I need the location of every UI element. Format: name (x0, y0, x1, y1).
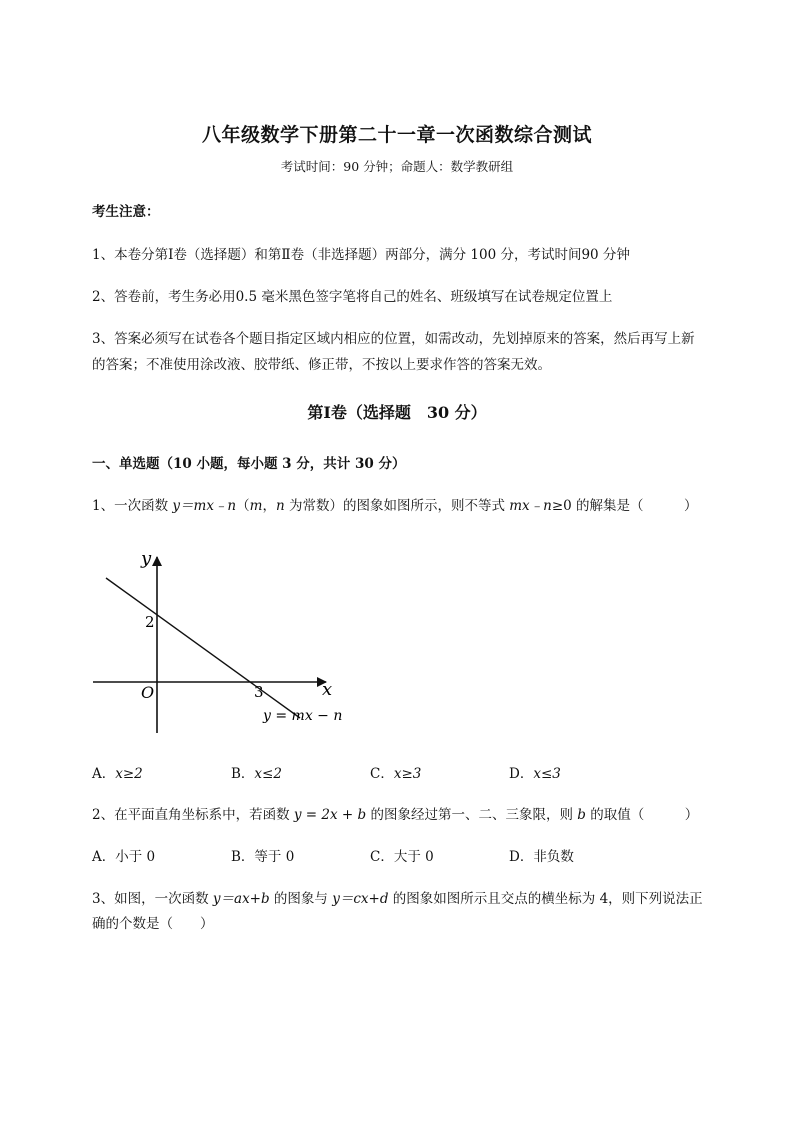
q1-text-3: ≥0 的解集是（ ） (551, 498, 698, 514)
notice-item-1: 1、本卷分第Ⅰ卷（选择题）和第Ⅱ卷（非选择题）两部分，满分 100 分，考试时间90 分钟 (92, 247, 630, 263)
q1-option-b-prefix: B． (231, 766, 255, 782)
page-title: 八年级数学下册第二十一章一次函数综合测试 (201, 124, 592, 146)
origin-label: O (141, 683, 155, 702)
q2-var-b: b (577, 807, 586, 823)
exam-info: 考试时间：90 分钟；命题人：数学教研组 (280, 159, 514, 174)
x-axis-label: x (322, 679, 333, 700)
q1-option-b[interactable] (231, 762, 282, 782)
q2-text-1: 的图象经过第一、二、三象限，则 (366, 807, 578, 823)
notice-item-2: 2、答卷前，考生务必用0.5 毫米黑色签字笔将自己的姓名、班级填写在试卷规定位置上 (92, 289, 613, 305)
q1-option-a[interactable] (92, 762, 143, 782)
q2-number: 2、在平面直角坐标系中，若函数 (92, 807, 294, 823)
q1-option-c-expr: x≥3 (393, 766, 422, 782)
q3-function-expr-1: y＝ax+b (212, 891, 270, 907)
q2-option-b[interactable]: B．等于 0 (231, 849, 295, 865)
q3-text-1: 的图象与 (269, 891, 333, 907)
notice-item-3-cont: 的答案；不准使用涂改液、胶带纸、修正带，不按以上要求作答的答案无效。 (92, 357, 551, 373)
notice-heading: 考生注意： (92, 204, 160, 220)
question-1-text (92, 494, 698, 514)
q1-option-d-expr: x≤3 (533, 766, 561, 782)
q2-function-expr: y = 2x + b (293, 807, 367, 823)
part-title: 第Ⅰ卷（选择题 30 分） (307, 403, 487, 422)
q1-option-d[interactable] (509, 762, 561, 782)
q1-option-c-prefix: C． (370, 766, 394, 782)
q3-number: 3、如图，一次函数 (92, 891, 213, 907)
question-3-text (92, 887, 703, 907)
q1-text-1: （ (236, 498, 250, 514)
q1-inequality-expr: mx﹣n (509, 498, 552, 514)
q1-option-d-prefix: D． (509, 766, 534, 782)
q1-var-n: n (275, 498, 285, 514)
q1-option-a-prefix: A． (92, 766, 116, 782)
q3-text-2: 的图象如图所示且交点的横坐标为 4，则下列说法正 (388, 891, 703, 907)
notice-item-3: 3、答案必须写在试卷各个题目指定区域内相应的位置，如需改动，先划掉原来的答案，然后再写上新 (92, 331, 695, 347)
q1-text-2: 为常数）的图象如图所示，则不等式 (284, 498, 510, 514)
question-2-text (92, 803, 698, 823)
q1-comma: ， (262, 498, 276, 514)
q2-text-2: 的取值（ ） (585, 807, 699, 823)
y-intercept-label: 2 (145, 613, 155, 631)
q3-function-expr-2: y＝cx+d (332, 891, 389, 907)
function-line (106, 578, 300, 718)
x-intercept-label: 3 (254, 683, 264, 701)
q1-option-b-expr: x≤2 (254, 766, 282, 782)
q2-option-d[interactable]: D．非负数 (509, 849, 574, 865)
q1-function-expr: y＝mx﹣n (172, 498, 237, 514)
section-heading: 一、单选题（10 小题，每小题 3 分，共计 30 分） (92, 456, 406, 472)
q2-option-a[interactable]: A．小于 0 (92, 849, 156, 865)
q1-option-a-expr: x≥2 (115, 766, 143, 782)
question-3-text-cont: 确的个数是（ ） (92, 916, 214, 932)
q1-var-m: m (249, 498, 263, 514)
q1-number: 1、一次函数 (92, 498, 173, 514)
q2-option-c[interactable]: C．大于 0 (370, 849, 434, 865)
q1-function-graph (88, 545, 348, 740)
line-equation-label: y = mx − n (263, 708, 343, 724)
q1-option-c[interactable] (370, 762, 421, 782)
y-axis-label: y (141, 548, 152, 569)
